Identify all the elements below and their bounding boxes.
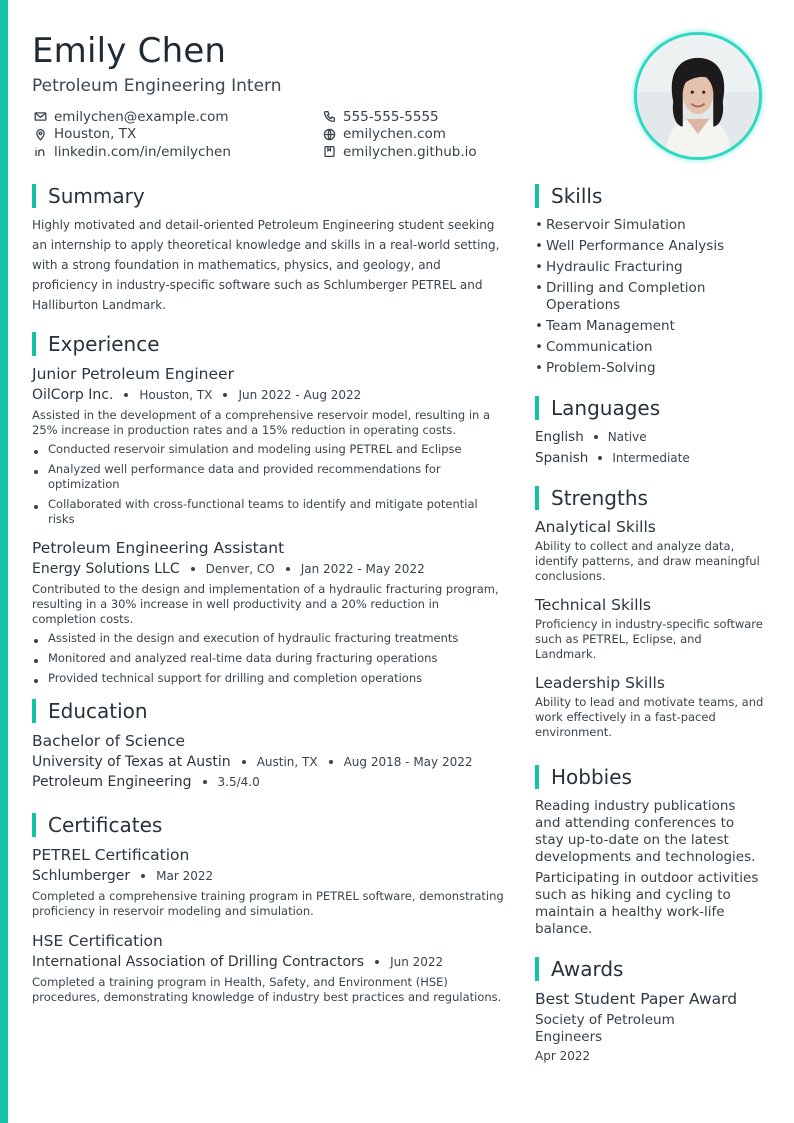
- skills-section: [535, 184, 765, 381]
- certificate-entry: [32, 846, 506, 919]
- job-location: Houston, TX: [139, 388, 213, 402]
- education-dates: Aug 2018 - May 2022: [343, 755, 473, 769]
- education-meta: [32, 754, 506, 770]
- contact-github-text: emilychen.github.io: [343, 143, 477, 160]
- school-name: University of Texas at Austin: [32, 754, 231, 770]
- gpa: 3.5/4.0: [217, 775, 260, 789]
- separator-dot: [191, 567, 195, 571]
- strength-entry: [535, 518, 765, 584]
- profile-photo: [634, 32, 762, 160]
- list-item: • Well Performance Analysis: [535, 238, 765, 255]
- heading-accent: [535, 396, 539, 420]
- experience-section: [32, 332, 506, 691]
- awards-heading-text: Awards: [551, 957, 624, 981]
- location-icon: [32, 126, 48, 142]
- language-level: Intermediate: [612, 450, 690, 465]
- list-item: Analyzed well performance data and provided recommendations for optimization: [32, 462, 506, 492]
- contact-list: [32, 108, 592, 161]
- separator-dot: [329, 760, 333, 764]
- list-item: Collaborated with cross-functional teams to identify and mitigate potential risks: [32, 497, 506, 527]
- contact-website-text: emilychen.com: [343, 126, 446, 143]
- list-item: • Drilling and Completion Operations: [535, 280, 765, 314]
- certificate-description: Completed a comprehensive training program in PETREL software, demonstrating proficiency in reservoir modeling and simulation.: [32, 889, 504, 918]
- candidate-name: Emily Chen: [32, 31, 227, 71]
- contact-github[interactable]: [321, 143, 592, 161]
- list-item: Provided technical support for drilling and completion operations: [32, 671, 506, 686]
- contact-location-text: Houston, TX: [54, 126, 137, 143]
- degree: Bachelor of Science: [32, 732, 186, 750]
- certificate-description: Completed a training program in Health, Safety, and Environment (HSE) procedures, demonstrating knowledge of industry best practices and regulations.: [32, 975, 502, 1004]
- job-title: Petroleum Engineering Assistant: [32, 539, 285, 557]
- contact-email[interactable]: [32, 108, 321, 126]
- separator-dot: [598, 456, 602, 460]
- job-company: Energy Solutions LLC: [32, 561, 180, 577]
- contact-phone[interactable]: [321, 108, 592, 126]
- job-entry: [32, 539, 506, 686]
- hobby-item: Reading industry publications and attending conferences to stay up-to-date on the latest developments and technologies.: [535, 798, 756, 865]
- separator-dot: [223, 393, 227, 397]
- languages-heading-text: Languages: [551, 396, 661, 420]
- language-name: Spanish: [535, 449, 589, 466]
- certificates-section: [32, 813, 506, 1005]
- hobbies-section: [535, 765, 765, 938]
- job-description: Assisted in the development of a comprehensive reservoir model, resulting in a 25% increase in production rates and a 15% reduction in operating costs.: [32, 408, 491, 437]
- awards-heading: [535, 957, 765, 981]
- list-item: Assisted in the design and execution of hydraulic fracturing treatments: [32, 631, 506, 646]
- language-name: English: [535, 428, 584, 445]
- list-item: • Hydraulic Fracturing: [535, 259, 765, 276]
- skills-list: [535, 217, 765, 377]
- list-item: • Reservoir Simulation: [535, 217, 765, 234]
- accent-bar: [0, 0, 8, 1123]
- certificate-issuer: Schlumberger: [32, 868, 131, 884]
- list-item: Monitored and analyzed real-time data during fracturing operations: [32, 651, 506, 666]
- job-company: OilCorp Inc.: [32, 387, 114, 403]
- award-name: Best Student Paper Award: [535, 990, 738, 1008]
- linkedin-icon: [32, 144, 48, 160]
- hobby-item: Participating in outdoor activities such as hiking and cycling to maintain a healthy work-life balance.: [535, 870, 759, 937]
- job-description: Contributed to the design and implementation of a hydraulic fracturing program, resulting in a 30% increase in well productivity and a 20% reduction in completion costs.: [32, 582, 499, 626]
- contact-linkedin[interactable]: [32, 143, 321, 161]
- strength-name: Leadership Skills: [535, 674, 665, 692]
- strengths-section: [535, 486, 765, 740]
- summary-heading: [32, 184, 506, 208]
- contact-website[interactable]: [321, 126, 592, 144]
- heading-accent: [535, 184, 539, 208]
- certificates-heading-text: Certificates: [48, 813, 163, 837]
- job-bullets: [32, 442, 506, 527]
- education-heading: [32, 699, 506, 723]
- languages-section: [535, 396, 765, 468]
- certificate-name: HSE Certification: [32, 932, 163, 950]
- separator-dot: [141, 874, 145, 878]
- bookmark-icon: [321, 144, 337, 160]
- strength-name: Analytical Skills: [535, 518, 656, 536]
- contact-linkedin-text: linkedin.com/in/emilychen: [54, 143, 231, 160]
- education-field-meta: [32, 774, 506, 790]
- certificate-entry: [32, 932, 506, 1005]
- heading-accent: [535, 957, 539, 981]
- language-level: Native: [607, 429, 647, 444]
- job-meta: [32, 387, 506, 403]
- list-item: Conducted reservoir simulation and modeling using PETREL and Eclipse: [32, 442, 506, 457]
- hobbies-heading-text: Hobbies: [551, 765, 632, 789]
- job-location: Denver, CO: [205, 562, 275, 576]
- education-heading-text: Education: [48, 699, 148, 723]
- separator-dot: [242, 760, 246, 764]
- contact-phone-text: 555-555-5555: [343, 108, 439, 125]
- separator-dot: [286, 567, 290, 571]
- list-item: • Team Management: [535, 318, 765, 335]
- strengths-heading-text: Strengths: [551, 486, 648, 510]
- strength-entry: [535, 674, 765, 740]
- contact-location: [32, 126, 321, 144]
- separator-dot: [594, 435, 598, 439]
- strength-description: Ability to lead and motivate teams, and work effectively in a fast-paced environment.: [535, 695, 764, 739]
- education-section: [32, 699, 506, 790]
- hobbies-heading: [535, 765, 765, 789]
- field-of-study: Petroleum Engineering: [32, 774, 192, 790]
- list-item: • Communication: [535, 339, 765, 356]
- skills-heading: [535, 184, 765, 208]
- job-entry: [32, 365, 506, 527]
- candidate-role: Petroleum Engineering Intern: [32, 76, 282, 96]
- list-item: [535, 447, 765, 468]
- list-item: • Problem-Solving: [535, 360, 765, 377]
- heading-accent: [32, 813, 36, 837]
- separator-dot: [124, 393, 128, 397]
- experience-heading-text: Experience: [48, 332, 160, 356]
- certificate-date: Jun 2022: [390, 955, 444, 969]
- heading-accent: [535, 765, 539, 789]
- mail-icon: [32, 109, 48, 125]
- strength-name: Technical Skills: [535, 596, 651, 614]
- certificate-name: PETREL Certification: [32, 846, 190, 864]
- strength-description: Proficiency in industry-specific software such as PETREL, Eclipse, and Landmark.: [535, 617, 763, 661]
- phone-icon: [321, 109, 337, 125]
- certificate-meta: [32, 954, 506, 970]
- avatar: [637, 35, 759, 157]
- heading-accent: [32, 184, 36, 208]
- separator-dot: [375, 960, 379, 964]
- summary-section: [32, 184, 506, 315]
- job-dates: Jan 2022 - May 2022: [300, 562, 425, 576]
- summary-heading-text: Summary: [48, 184, 145, 208]
- award-issuer: Society of Petroleum Engineers: [535, 1012, 675, 1045]
- strengths-heading: [535, 486, 765, 510]
- job-bullets: [32, 631, 506, 686]
- separator-dot: [203, 780, 207, 784]
- contact-email-text: emilychen@example.com: [54, 108, 229, 125]
- award-date: Apr 2022: [535, 1049, 591, 1063]
- heading-accent: [535, 486, 539, 510]
- certificate-meta: [32, 868, 506, 884]
- certificate-issuer: International Association of Drilling Contractors: [32, 954, 365, 970]
- certificates-heading: [32, 813, 506, 837]
- summary-text: Highly motivated and detail-oriented Petroleum Engineering student seeking an internship to apply theoretical knowledge and skills in a real-world setting, with a strong foundation in mathematics, physics, and geology, and proficiency in industry-specific software such as Schlumberger PETREL and Halliburton Landmark.: [32, 218, 500, 312]
- certificate-date: Mar 2022: [156, 869, 214, 883]
- heading-accent: [32, 699, 36, 723]
- job-meta: [32, 561, 506, 577]
- job-dates: Jun 2022 - Aug 2022: [238, 388, 362, 402]
- strength-entry: [535, 596, 765, 662]
- languages-heading: [535, 396, 765, 420]
- job-title: Junior Petroleum Engineer: [32, 365, 234, 383]
- globe-icon: [321, 126, 337, 142]
- heading-accent: [32, 332, 36, 356]
- skills-heading-text: Skills: [551, 184, 603, 208]
- languages-list: [535, 426, 765, 468]
- awards-section: [535, 957, 765, 1063]
- experience-heading: [32, 332, 506, 356]
- list-item: [535, 426, 765, 447]
- school-location: Austin, TX: [256, 755, 318, 769]
- strength-description: Ability to collect and analyze data, identify patterns, and draw meaningful conclusions.: [535, 539, 760, 583]
